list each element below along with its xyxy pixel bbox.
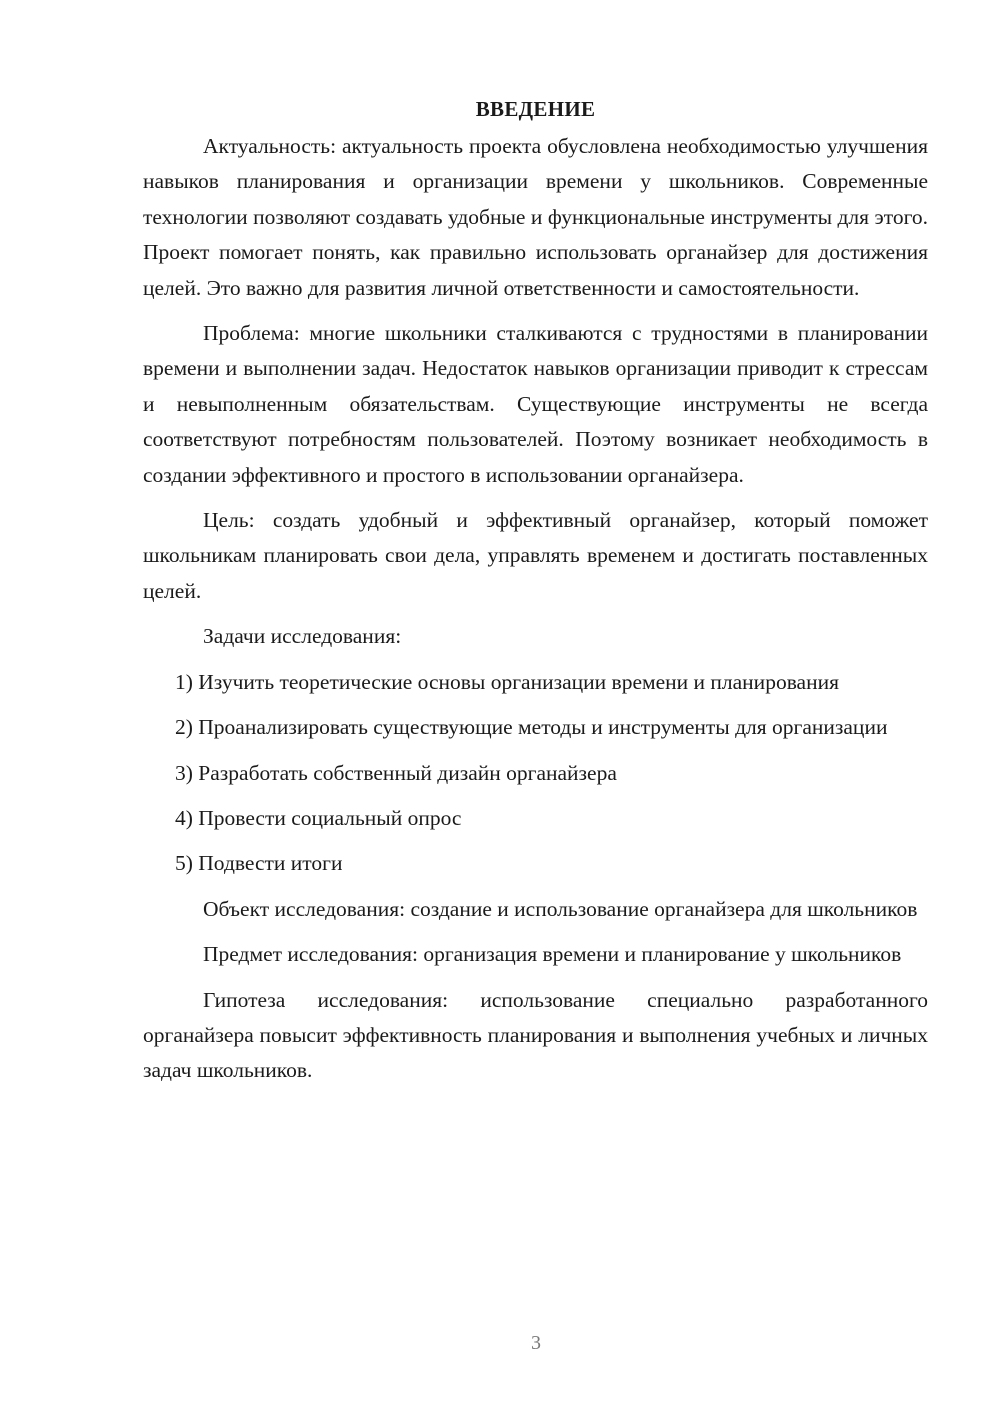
document-page — [143, 92, 928, 1099]
paragraph-goal: Цель: создать удобный и эффективный органайзер, который поможет школьникам планировать свои дела, управлять временем и достигать поставленных целей. — [143, 508, 928, 603]
task-item-4: 4) Провести социальный опрос — [175, 805, 462, 830]
paragraph-subject: Предмет исследования: организация времени и планирование у школьников — [203, 942, 902, 967]
page-number: 3 — [531, 1332, 541, 1354]
task-item-5: 5) Подвести итоги — [175, 851, 343, 876]
paragraph-hypothesis: Гипотеза исследования: использование специально разработанного органайзера повысит эффективность планирования и выполнения учебных и личных задач школьников. — [143, 987, 928, 1083]
paragraph-problem: Проблема: многие школьники сталкиваются с трудностями в планировании времени и выполнении задач. Недостаток навыков организации приводит к стрессам и невыполненным обязательствам. Существующие инструменты не всегда соответствуют потребностям пользователей. Поэтому возникает необходимость в создании эффективного и простого в использовании органайзера. — [143, 321, 928, 487]
paragraph-relevance: Актуальность: актуальность проекта обусловлена необходимостью улучшения навыков планирования и организации времени у школьников. Современные технологии позволяют создавать удобные и функциональные инструменты для этого. Проект помогает понять, как правильно использовать органайзер для достижения целей. Это важно для развития личной ответственности и самостоятельности. — [143, 134, 928, 300]
task-item-2: 2) Проанализировать существующие методы и инструменты для организации — [175, 715, 888, 740]
document-title: ВВЕДЕНИЕ — [475, 97, 596, 121]
task-item-1: 1) Изучить теоретические основы организации времени и планирования — [175, 669, 840, 694]
paragraph-object: Объект исследования: создание и использование органайзера для школьников — [203, 896, 918, 921]
paragraph-tasks-heading: Задачи исследования: — [203, 624, 402, 649]
task-item-3: 3) Разработать собственный дизайн органайзера — [175, 760, 617, 785]
